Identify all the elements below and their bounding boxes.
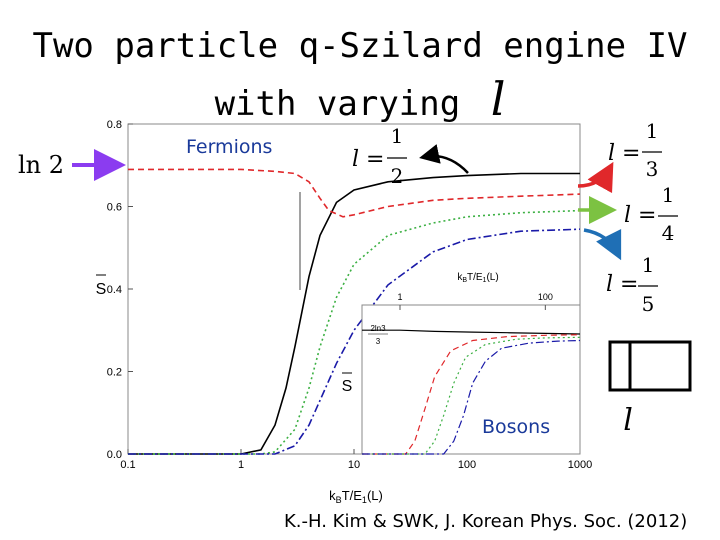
- fermions-label: Fermions: [186, 136, 273, 158]
- inset-x-axis-label: $k_BT/E_1(L)$: [457, 272, 499, 284]
- main-x-tick-label: 1000: [567, 459, 593, 471]
- box-l-label: l: [623, 403, 633, 438]
- svg-text:4: 4: [661, 221, 675, 245]
- ln2-label: ln 2: [18, 151, 65, 179]
- y-axis-label: [96, 275, 107, 298]
- inset-y-axis-label: [342, 373, 353, 395]
- slide-title-line1: Two particle q-Szilard engine IV: [32, 26, 688, 66]
- box-diagram: [610, 342, 690, 390]
- l-quarter-label: [624, 183, 678, 245]
- svg-text:l =: l =: [606, 272, 639, 297]
- l-third-arrow: [578, 168, 610, 186]
- l-half-arrow: [424, 156, 468, 173]
- svg-text:3: 3: [645, 157, 659, 181]
- main-x-tick-label: 10: [347, 459, 361, 471]
- svg-text:1: 1: [390, 124, 404, 148]
- main-series-line-2: [128, 169, 580, 216]
- main-y-tick-label: 0.8: [106, 119, 122, 131]
- svg-text:l =: l =: [608, 141, 641, 166]
- l-third-label: [608, 119, 662, 181]
- l-half-label: [352, 124, 407, 188]
- bosons-label: Bosons: [482, 416, 551, 438]
- main-y-tick-label: 0.0: [106, 449, 122, 461]
- svg-text:1: 1: [645, 119, 659, 143]
- inset-x-tick-label: 1: [397, 292, 403, 302]
- main-x-tick-label: 1: [237, 459, 245, 471]
- svg-text:3: 3: [375, 337, 381, 346]
- main-y-tick-label: 0.4: [106, 284, 122, 296]
- svg-text:S: S: [341, 378, 353, 395]
- svg-text:1: 1: [641, 253, 655, 277]
- inset-x-tick-label: 100: [537, 292, 553, 302]
- svg-text:l =: l =: [352, 147, 385, 172]
- svg-text:2: 2: [390, 164, 404, 188]
- citation: K.-H. Kim & SWK, J. Korean Phys. Soc. (2012): [284, 511, 688, 532]
- svg-text:1: 1: [661, 183, 675, 207]
- main-y-tick-label: 0.2: [106, 366, 122, 379]
- svg-text:5: 5: [641, 292, 655, 316]
- main-x-tick-label: 100: [457, 459, 477, 471]
- main-x-tick-label: 0.1: [120, 459, 136, 471]
- main-y-tick-label: 0.6: [106, 201, 122, 214]
- svg-text:2ln3: 2ln3: [370, 324, 386, 333]
- svg-text:l =: l =: [624, 203, 657, 228]
- l-fifth-label: [606, 253, 658, 316]
- slide-title-symbol: l: [490, 72, 506, 126]
- x-axis-label: $k_BT/E_1(L)$: [329, 488, 383, 505]
- svg-text:S: S: [95, 281, 107, 298]
- slide-title-text: with varying: [214, 84, 461, 124]
- l-fifth-arrow: [584, 230, 618, 254]
